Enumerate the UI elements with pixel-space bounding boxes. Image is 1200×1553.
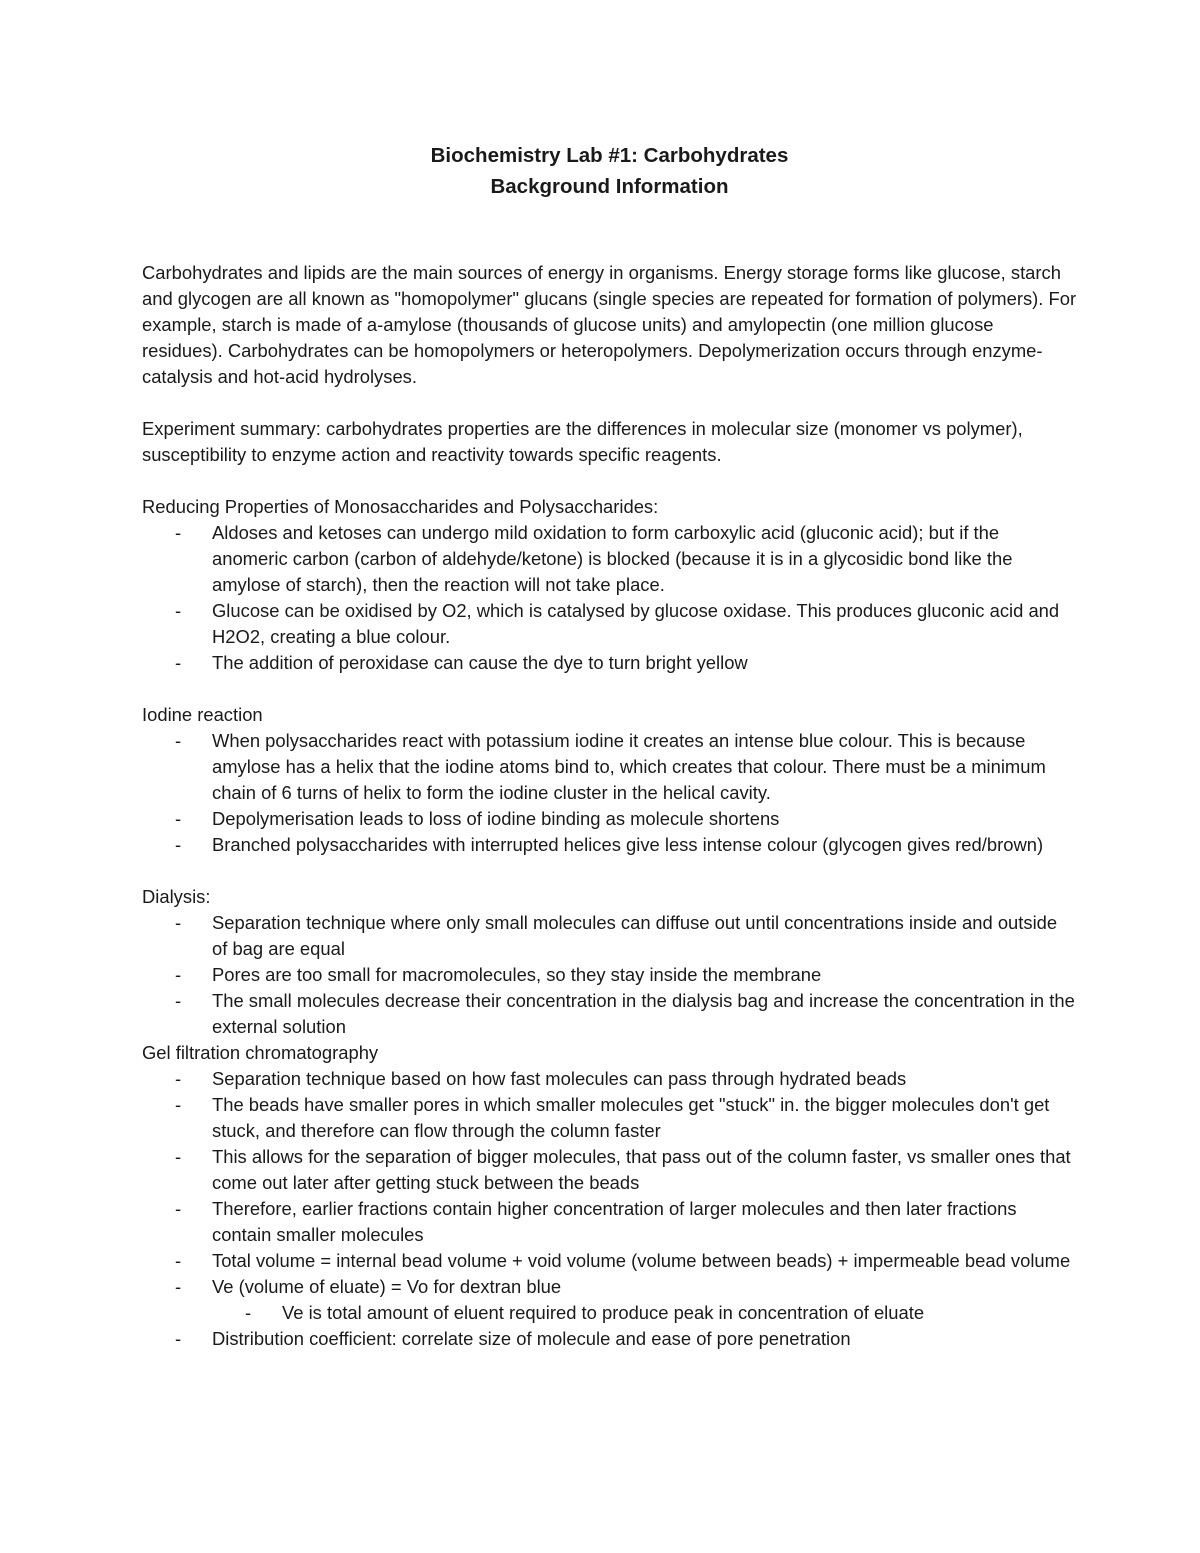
bullet-dash: - [175, 600, 182, 621]
bullet-dash: - [175, 912, 182, 933]
bullet-dash: - [175, 1146, 182, 1167]
title-line-2: Background Information [490, 175, 729, 198]
bullet-dash: - [175, 1094, 182, 1115]
bullet-dash: - [175, 964, 182, 985]
bullet-dash: - [175, 990, 182, 1011]
bullet-dash: - [175, 834, 182, 855]
title-line-1: Biochemistry Lab #1: Carbohydrates [430, 144, 789, 167]
experiment-summary: Experiment summary: carbohydrates properties are the differences in molecular size (monomer vs polymer), susceptibility to enzyme action and reactivity towards specific reagents. [142, 418, 1023, 465]
list-item-text: Distribution coefficient: correlate size of molecule and ease of pore penetration [212, 1328, 851, 1349]
list-item-text: Aldoses and ketoses can undergo mild oxidation to form carboxylic acid (gluconic acid); but if the anomeric carbon (carbon of aldehyde/ketone) is blocked (because it is in a glycosidic bond like the amylose of starch), then the reaction will not take place. [212, 522, 1013, 595]
bullet-dash: - [175, 1068, 182, 1089]
intro-paragraph: Carbohydrates and lipids are the main sources of energy in organisms. Energy storage forms like glucose, starch and glycogen are all known as "homopolymer" glucans (single species are repeated for formation of polymers). For example, starch is made of a-amylose (thousands of glucose units) and amylopectin (one million glucose residues). Carbohydrates can be homopolymers or heteropolymers. Depolymerization occurs through enzyme-catalysis and hot-acid hydrolyses. [142, 262, 1077, 387]
section-heading-gel-filtration: Gel filtration chromatography [142, 1042, 379, 1063]
section-heading-iodine: Iodine reaction [142, 704, 263, 725]
list-item-text: Depolymerisation leads to loss of iodine binding as molecule shortens [212, 808, 780, 829]
list-item [142, 962, 1077, 988]
list-item [142, 598, 1077, 650]
list-item [142, 806, 1077, 832]
list-item-text: Pores are too small for macromolecules, so they stay inside the membrane [212, 964, 822, 985]
bullet-dash: - [175, 522, 182, 543]
sub-list-item-text: Ve is total amount of eluent required to produce peak in concentration of eluate [282, 1302, 925, 1323]
list-item [142, 1248, 1077, 1274]
list-item-text: Separation technique where only small molecules can diffuse out until concentrations inside and outside of bag are equal [212, 912, 1058, 959]
document-title [142, 140, 1077, 202]
section-heading-reducing: Reducing Properties of Monosaccharides and Polysaccharides: [142, 496, 659, 517]
bullet-dash: - [175, 730, 182, 751]
list-item [142, 1092, 1077, 1144]
list-item [142, 1196, 1077, 1248]
list-item-text: This allows for the separation of bigger molecules, that pass out of the column faster, vs smaller ones that come out later after getting stuck between the beads [212, 1146, 1071, 1193]
gel-filtration-list [142, 1066, 1077, 1352]
list-item [142, 1144, 1077, 1196]
list-item [142, 1066, 1077, 1092]
list-item-text: When polysaccharides react with potassium iodine it creates an intense blue colour. This is because amylose has a helix that the iodine atoms bind to, which creates that colour. There must be a minimum chain of 6 turns of helix to form the iodine cluster in the helical cavity. [212, 730, 1046, 803]
section-heading-dialysis: Dialysis: [142, 886, 211, 907]
list-item-text: Branched polysaccharides with interrupted helices give less intense colour (glycogen gives red/brown) [212, 834, 1044, 855]
list-item-text: The addition of peroxidase can cause the dye to turn bright yellow [212, 652, 748, 673]
bullet-dash: - [175, 1276, 182, 1297]
bullet-dash: - [175, 1198, 182, 1219]
sub-list-item [142, 1300, 1077, 1326]
list-item-text: Total volume = internal bead volume + void volume (volume between beads) + impermeable bead volume [212, 1250, 1071, 1271]
list-item [142, 1274, 1077, 1326]
dialysis-list [142, 910, 1077, 1040]
bullet-dash: - [245, 1302, 252, 1323]
iodine-list [142, 728, 1077, 858]
list-item [142, 910, 1077, 962]
bullet-dash: - [175, 808, 182, 829]
list-item-text: The beads have smaller pores in which smaller molecules get "stuck" in. the bigger molecules don't get stuck, and therefore can flow through the column faster [212, 1094, 1050, 1141]
bullet-dash: - [175, 652, 182, 673]
list-item [142, 832, 1077, 858]
list-item [142, 1326, 1077, 1352]
reducing-list [142, 520, 1077, 676]
document-page [142, 140, 1077, 1352]
list-item-text: Separation technique based on how fast molecules can pass through hydrated beads [212, 1068, 907, 1089]
bullet-dash: - [175, 1328, 182, 1349]
gel-filtration-sublist [142, 1300, 1077, 1326]
list-item [142, 728, 1077, 806]
list-item-text: Ve (volume of eluate) = Vo for dextran blue [212, 1276, 562, 1297]
list-item [142, 650, 1077, 676]
bullet-dash: - [175, 1250, 182, 1271]
list-item [142, 520, 1077, 598]
list-item-text: Glucose can be oxidised by O2, which is catalysed by glucose oxidase. This produces gluconic acid and H2O2, creating a blue colour. [212, 600, 1060, 647]
list-item-text: The small molecules decrease their concentration in the dialysis bag and increase the concentration in the external solution [212, 990, 1075, 1037]
list-item-text: Therefore, earlier fractions contain higher concentration of larger molecules and then later fractions contain smaller molecules [212, 1198, 1017, 1245]
list-item [142, 988, 1077, 1040]
